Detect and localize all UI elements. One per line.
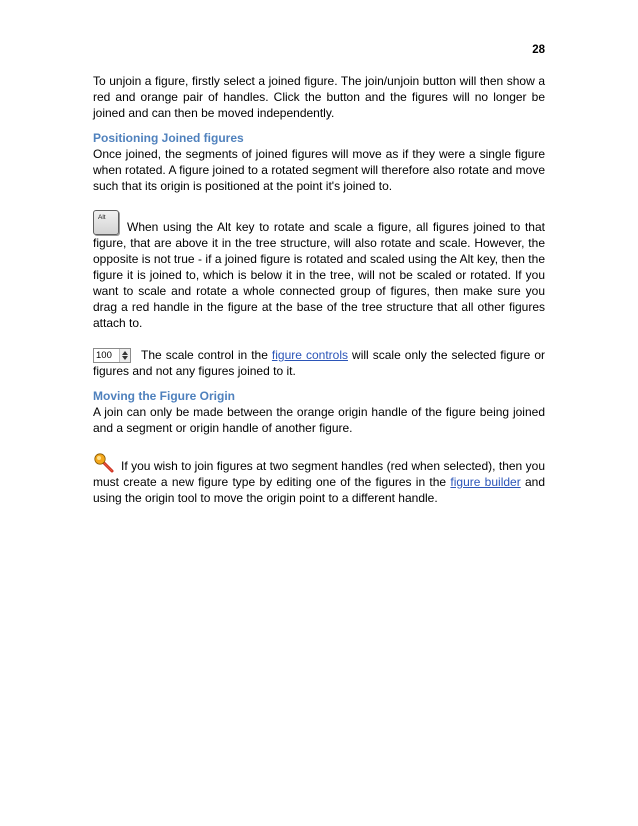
scale-tip-text-after: will scale only the selected figure or figures and not any figures joined to it. — [93, 348, 546, 378]
origin-tool-icon — [93, 452, 115, 474]
origin-tip-text-after: and using the origin tool to move the origin point to a different handle. — [93, 475, 546, 505]
figure-builder-link[interactable]: figure builder — [450, 475, 521, 489]
figure-controls-link[interactable]: figure controls — [271, 348, 348, 362]
alt-tip-text: When using the Alt key to rotate and scale a figure, all figures joined to that figure, that are above it in the tree structure, will also rotate and scale. However, the opposite is not true - if a joined figure is rotated and scaled using the Alt key, then the figure it is joined to, which is below it in the tree, will not be scaled or rotated. If you want to scale and rotate a whole connected group of figures, then make sure you drag a red handle in the figure at the base of the tree structure that all other figures attach to. — [93, 220, 545, 330]
document-body — [93, 73, 545, 506]
alt-key-icon — [93, 210, 119, 235]
alt-key-label: Alt — [98, 214, 106, 221]
origin-tip-paragraph — [93, 452, 545, 506]
positioning-paragraph: Once joined, the segments of joined figures will move as if they were a single figure when rotated. A figure joined to a rotated segment will therefore also rotate and move such that its origin is positioned at the point it's joined to. — [93, 147, 545, 193]
scale-tip-text-before: The scale control in the — [141, 348, 272, 362]
positioning-heading: Positioning Joined figures — [93, 131, 244, 145]
scale-spinner-icon — [93, 348, 131, 363]
origin-heading: Moving the Figure Origin — [93, 389, 235, 403]
alt-tip-paragraph — [93, 210, 545, 331]
spinner-arrows-icon — [119, 349, 130, 362]
scale-tip-paragraph — [93, 347, 545, 379]
intro-paragraph: To unjoin a figure, firstly select a joined figure. The join/unjoin button will then show a red and orange pair of handles. Click the button and the figures will no longer be joined and can then be moved independently. — [93, 74, 545, 120]
origin-tip-text-before: If you wish to join figures at two segment handles (red when selected), then you must create a new figure type by editing one of the figures in the — [93, 459, 545, 489]
origin-paragraph: A join can only be made between the orange origin handle of the figure being joined and a segment or origin handle of another figure. — [93, 405, 545, 435]
page-number: 28 — [532, 44, 545, 56]
scale-spinner-value: 100 — [96, 350, 112, 361]
